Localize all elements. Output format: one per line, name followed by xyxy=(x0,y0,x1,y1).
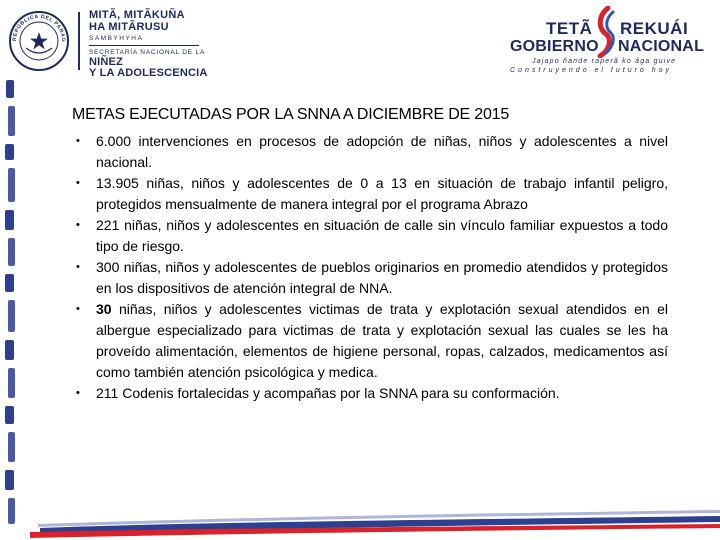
list-item xyxy=(76,257,668,299)
gov-word-teta: TETÃ xyxy=(546,19,593,38)
government-logo xyxy=(508,4,708,76)
gov-word-gobierno: GOBIERNO xyxy=(510,38,599,55)
goals-list xyxy=(76,131,668,404)
gov-word-rekuai: REKUÁI xyxy=(620,19,689,38)
ministry-line-2: HA MITÃRUSU xyxy=(89,21,169,33)
ministry-line-6: Y LA ADOLESCENCIA xyxy=(89,67,208,79)
ministry-line-3: SAMBYHYHA xyxy=(89,35,144,42)
list-item-text: 211 Codenis fortalecidas y acompañas por la SNNA para su conformación. xyxy=(96,385,560,401)
left-decorative-stripe xyxy=(0,80,26,540)
seal-text: REPÚBLICA DEL PARAG xyxy=(11,13,67,43)
ministry-line-1: MITÃ, MITÃKUÑA xyxy=(89,9,185,21)
bullet-icon: • xyxy=(76,303,80,315)
page-title: METAS EJECUTADAS POR LA SNNA A DICIEMBRE DE 2015 xyxy=(72,106,510,123)
list-item-text: 6.000 intervenciones en procesos de adopción de niñas, niños y adolescentes a nivel nacional. xyxy=(96,133,668,170)
ministry-line-4: SECRETARÍA NACIONAL DE LA xyxy=(89,49,206,56)
list-item-text: 221 niñas, niños y adolescentes en situación de calle sin vínculo familiar expuestos a todo tipo de riesgo. xyxy=(96,217,668,254)
list-item-lead: 30 xyxy=(96,301,112,317)
ministry-logo xyxy=(89,9,249,79)
list-item xyxy=(76,299,668,383)
list-item xyxy=(76,383,668,404)
bullet-icon: • xyxy=(76,261,80,273)
gov-tagline-spanish: Construyendo el futuro hoy xyxy=(510,67,673,74)
national-seal-icon xyxy=(8,10,70,72)
ministry-rule xyxy=(89,45,199,46)
list-item-text: 13.905 niñas, niños y adolescentes de 0 a 13 en situación de trabajo infantil peligro, protegidos mensualmente de manera integral por el programa Abrazo xyxy=(96,175,668,212)
list-item xyxy=(76,131,668,173)
bullet-icon: • xyxy=(76,135,80,147)
bullet-icon: • xyxy=(76,387,80,399)
list-item xyxy=(76,173,668,215)
header-divider xyxy=(78,12,80,70)
list-item xyxy=(76,215,668,257)
list-item-text: 300 niñas, niños y adolescentes de pueblos originarios en promedio atendidos y protegidos en los dispositivos de atención integral de NNA. xyxy=(96,259,668,296)
bullet-icon: • xyxy=(76,219,80,231)
ministry-line-5: NIÑEZ xyxy=(89,56,123,68)
gov-tagline-guarani: Jajapo ñande raperã ko ãga guive xyxy=(532,58,677,65)
header xyxy=(0,0,720,80)
gov-word-nacional: NACIONAL xyxy=(618,38,705,55)
bullet-icon: • xyxy=(76,177,80,189)
bottom-decorative-swoosh xyxy=(0,500,720,540)
list-item-text: niñas, niños y adolescentes victimas de trata y explotación sexual atendidos en el albergue especializado para victimas de trata y explotación sexual las cuales se les ha proveído alimentación, elementos de higiene personal, ropas, calzados, medicamentos así como también atención psicológica y medica. xyxy=(96,301,668,380)
